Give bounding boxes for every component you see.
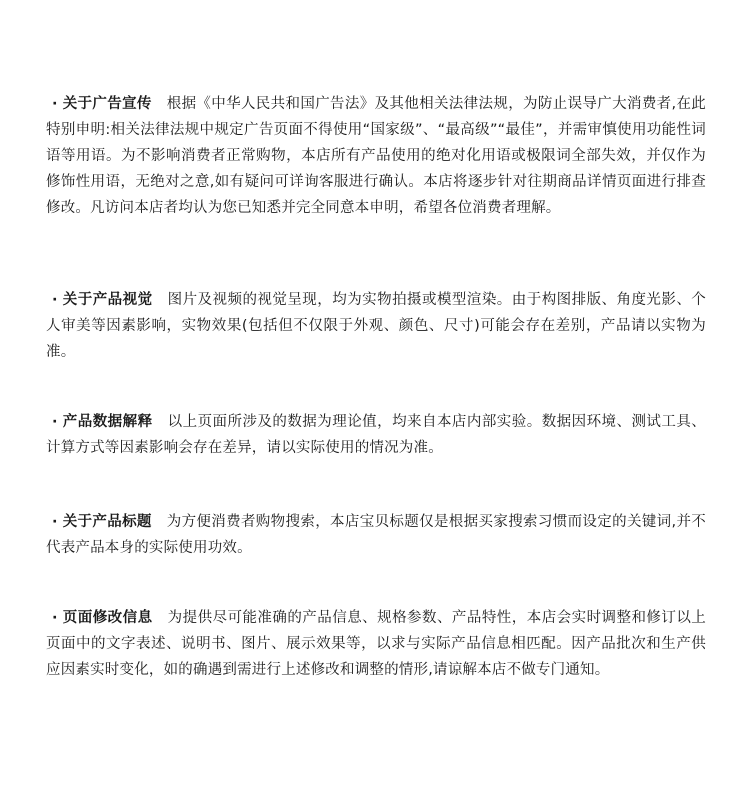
- bullet-dot: ·: [52, 610, 58, 626]
- disclaimer-section-visual: [46, 287, 706, 365]
- section-title: 关于广告宣传: [62, 96, 152, 112]
- section-body: 根据《中华人民共和国广告法》及其他相关法律法规，为防止误导广大消费者,在此特别申明:相关法律法规中规定广告页面不得使用“国家级”、“最高级”“最佳”，并需审慎使用功能性词语等用语。为不影响消费者正常购物，本店所有产品使用的绝对化用语或极限词全部失效，并仅作为修饰性用语，无绝对之意,如有疑问可详询客服进行确认。本店将逐步针对往期商品详情页面进行排查修改。凡访问本店者均认为您已知悉并完全同意本申明，希望各位消费者理解。: [46, 96, 707, 216]
- bullet-dot: ·: [52, 514, 58, 530]
- section-title: 关于产品视觉: [62, 292, 153, 308]
- bullet-dot: ·: [52, 96, 58, 112]
- bullet-dot: ·: [52, 414, 58, 430]
- disclaimer-section-data: [46, 409, 706, 461]
- section-title: 关于产品标题: [62, 514, 152, 530]
- section-title: 产品数据解释: [62, 414, 153, 430]
- bullet-dot: ·: [52, 292, 58, 308]
- section-body: 为方便消费者购物搜索，本店宝贝标题仅是根据买家搜索习惯而设定的关键词,并不代表产品本身的实际使用功效。: [46, 514, 707, 556]
- disclaimer-section-advertising: [46, 91, 706, 221]
- section-body: 以上页面所涉及的数据为理论值，均来自本店内部实验。数据因环境、测试工具、计算方式等因素影响会存在差异，请以实际使用的情况为准。: [46, 414, 707, 456]
- section-body: 图片及视频的视觉呈现，均为实物拍摄或模型渲染。由于构图排版、角度光影、个人审美等因素影响，实物效果(包括但不仅限于外观、颜色、尺寸)可能会存在差别，产品请以实物为准。: [46, 292, 707, 360]
- section-title: 页面修改信息: [62, 610, 153, 626]
- disclaimer-section-page-updates: [46, 605, 706, 683]
- disclaimer-section-title: [46, 509, 706, 561]
- section-body: 为提供尽可能准确的产品信息、规格参数、产品特性，本店会实时调整和修订以上页面中的文字表述、说明书、图片、展示效果等，以求与实际产品信息相匹配。因产品批次和生产供应因素实时变化，如的确遇到需进行上述修改和调整的情形,请谅解本店不做专门通知。: [46, 610, 707, 678]
